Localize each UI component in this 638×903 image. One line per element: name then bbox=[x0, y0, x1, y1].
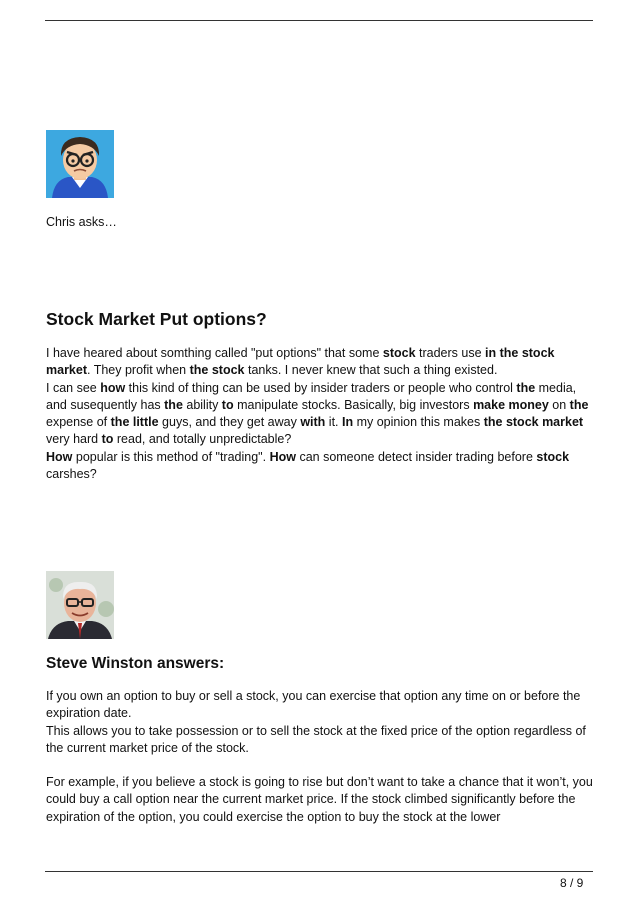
question-text-run: very hard bbox=[46, 432, 102, 447]
bold-keyword: how bbox=[100, 380, 126, 395]
bold-keyword: in the stock market bbox=[46, 346, 555, 378]
question-text-run: this kind of thing can be used by insider traders or people who control bbox=[125, 380, 517, 395]
question-text-run: guys, and they get away bbox=[158, 415, 301, 430]
man-portrait-icon bbox=[46, 571, 114, 639]
bold-keyword: the bbox=[164, 397, 183, 412]
question-text-run: can someone detect insider trading before bbox=[295, 449, 537, 464]
page-number: 8 / 9 bbox=[560, 876, 584, 890]
cartoon-man-glasses-icon bbox=[46, 130, 114, 198]
bold-keyword: In bbox=[342, 415, 354, 430]
bold-keyword: the bbox=[569, 397, 589, 412]
asker-label: Chris asks… bbox=[46, 215, 117, 229]
bold-keyword: How bbox=[46, 449, 73, 464]
question-text-run: . They profit when bbox=[87, 363, 190, 378]
question-text-run: it. bbox=[325, 415, 342, 430]
question-text-run: carshes? bbox=[46, 467, 97, 482]
header-rule bbox=[45, 20, 593, 21]
answer-paragraph: For example, if you believe a stock is going to rise but don’t want to take a chance that it won’t, you could buy a call option near the current market price. If the stock climbed significantly before the expiration of the option, you could exercise the option to buy the stock at the lower bbox=[46, 775, 593, 824]
answer-body bbox=[46, 688, 594, 826]
question-text-run: popular is this method of "trading". bbox=[72, 449, 270, 464]
bold-keyword: to bbox=[101, 432, 114, 447]
bold-keyword: stock bbox=[536, 449, 570, 464]
bold-keyword: the little bbox=[110, 415, 159, 430]
answer-title: Steve Winston answers: bbox=[46, 655, 225, 672]
answerer-avatar bbox=[46, 571, 114, 639]
answer-paragraph: If you own an option to buy or sell a stock, you can exercise that option any time on or before the expiration date. bbox=[46, 689, 581, 721]
bold-keyword: the stock bbox=[189, 363, 245, 378]
question-text-run: read, and totally unpredictable? bbox=[113, 432, 292, 447]
question-text-run: traders use bbox=[415, 346, 486, 360]
question-text-run: media, and susequently has bbox=[46, 380, 577, 412]
question-text-run: my opinion this makes bbox=[353, 415, 484, 430]
question-text-run: I have heared about somthing called "put options" that some bbox=[46, 346, 383, 360]
question-text-run: ability bbox=[182, 397, 222, 412]
bold-keyword: with bbox=[300, 415, 326, 430]
question-text-run: on bbox=[548, 397, 570, 412]
bold-keyword: the stock market bbox=[483, 415, 584, 430]
bold-keyword: How bbox=[269, 449, 296, 464]
question-text-run: I can see bbox=[46, 380, 101, 395]
question-title: Stock Market Put options? bbox=[46, 309, 267, 329]
answer-paragraph: This allows you to take possession or to sell the stock at the fixed price of the option regardless of the current market price of the stock. bbox=[46, 723, 586, 755]
asker-avatar bbox=[46, 130, 114, 198]
question-text-run: tanks. I never knew that such a thing existed. bbox=[244, 363, 498, 378]
question-body bbox=[46, 345, 594, 483]
question-text-run: expense of bbox=[46, 415, 111, 430]
bold-keyword: make money bbox=[473, 397, 549, 412]
bold-keyword: to bbox=[221, 397, 234, 412]
bold-keyword: stock bbox=[382, 346, 416, 360]
bold-keyword: the bbox=[516, 380, 536, 395]
footer-rule bbox=[45, 871, 593, 872]
question-text-run: manipulate stocks. Basically, big investors bbox=[233, 397, 474, 412]
